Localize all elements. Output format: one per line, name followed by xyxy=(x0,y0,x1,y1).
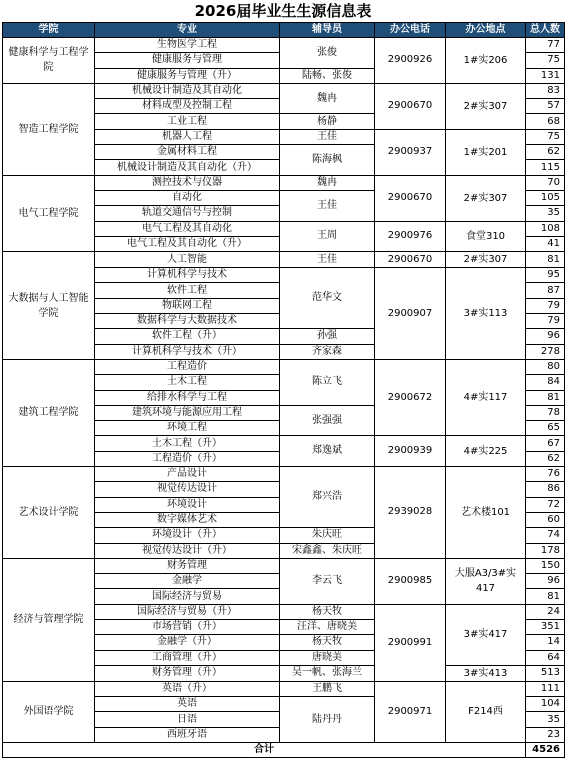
student-count: 24 xyxy=(526,604,565,619)
page-title: 2026届毕业生生源信息表 xyxy=(194,2,372,20)
advisor-name: 陈海枫 xyxy=(280,145,375,176)
advisor-name: 杨天牧 xyxy=(280,635,375,650)
major-name: 软件工程 xyxy=(95,283,280,298)
table-row xyxy=(3,467,565,482)
major-name: 计算机科学与技术（升） xyxy=(95,344,280,359)
office-location: 3#实113 xyxy=(446,268,526,360)
student-count: 96 xyxy=(526,574,565,589)
major-name: 视觉传达设计 xyxy=(95,482,280,497)
major-name: 健康服务与管理（升） xyxy=(95,68,280,83)
major-name: 自动化 xyxy=(95,190,280,205)
major-name: 测控技术与仪器 xyxy=(95,175,280,190)
office-phone: 2900985 xyxy=(375,558,446,604)
office-location: 1#实201 xyxy=(446,129,526,175)
office-phone: 2900991 xyxy=(375,604,446,681)
header-total: 总人数 xyxy=(526,23,565,38)
major-name: 环境设计（升） xyxy=(95,528,280,543)
student-count: 83 xyxy=(526,83,565,98)
major-name: 健康服务与管理 xyxy=(95,53,280,68)
student-count: 75 xyxy=(526,53,565,68)
advisor-name: 李云飞 xyxy=(280,558,375,604)
student-count: 96 xyxy=(526,329,565,344)
office-phone: 2900907 xyxy=(375,268,446,360)
office-location: F214西 xyxy=(446,681,526,742)
office-phone: 2900670 xyxy=(375,252,446,268)
student-count: 78 xyxy=(526,405,565,420)
advisor-name: 唐晓美 xyxy=(280,650,375,665)
student-count: 79 xyxy=(526,314,565,329)
office-phone: 2900670 xyxy=(375,175,446,221)
major-name: 市场营销（升） xyxy=(95,619,280,634)
header-major: 专业 xyxy=(95,23,280,38)
student-count: 14 xyxy=(526,635,565,650)
college-name: 建筑工程学院 xyxy=(3,359,95,466)
student-count: 84 xyxy=(526,375,565,390)
student-count: 67 xyxy=(526,436,565,451)
student-count: 75 xyxy=(526,129,565,144)
student-count: 87 xyxy=(526,283,565,298)
table-row xyxy=(3,175,565,190)
office-location: 4#实225 xyxy=(446,436,526,467)
total-row xyxy=(3,743,565,758)
college-name: 经济与管理学院 xyxy=(3,558,95,681)
student-count: 95 xyxy=(526,268,565,283)
major-name: 工商管理（升） xyxy=(95,650,280,665)
advisor-name: 王佳 xyxy=(280,129,375,144)
major-name: 数据科学与大数据技术 xyxy=(95,314,280,329)
major-name: 西班牙语 xyxy=(95,727,280,742)
student-count: 62 xyxy=(526,145,565,160)
major-name: 工业工程 xyxy=(95,114,280,129)
table-row xyxy=(3,681,565,696)
student-count: 41 xyxy=(526,236,565,251)
student-count: 77 xyxy=(526,38,565,53)
major-name: 日语 xyxy=(95,712,280,727)
office-phone: 2900672 xyxy=(375,359,446,435)
major-name: 人工智能 xyxy=(95,252,280,268)
advisor-name: 魏冉 xyxy=(280,83,375,114)
student-count: 70 xyxy=(526,175,565,190)
student-count: 80 xyxy=(526,359,565,374)
table-body xyxy=(3,38,565,743)
advisor-name: 张强强 xyxy=(280,405,375,436)
student-count: 76 xyxy=(526,467,565,482)
student-count: 351 xyxy=(526,619,565,634)
major-name: 金融学 xyxy=(95,574,280,589)
major-name: 财务管理（升） xyxy=(95,665,280,681)
office-phone: 2900937 xyxy=(375,129,446,175)
total-label: 合计 xyxy=(3,743,526,758)
major-name: 物联网工程 xyxy=(95,298,280,313)
grand-total: 4526 xyxy=(526,743,565,758)
header-location: 办公地点 xyxy=(446,23,526,38)
table-row xyxy=(3,252,565,268)
student-count: 79 xyxy=(526,298,565,313)
major-name: 英语（升） xyxy=(95,681,280,696)
student-count: 60 xyxy=(526,512,565,527)
office-location: 2#实307 xyxy=(446,83,526,129)
major-name: 计算机科学与技术 xyxy=(95,268,280,283)
major-name: 土木工程 xyxy=(95,375,280,390)
advisor-name: 孙强 xyxy=(280,329,375,344)
advisor-name: 朱庆旺 xyxy=(280,528,375,543)
office-location: 3#实417 xyxy=(446,604,526,665)
major-name: 金融学（升） xyxy=(95,635,280,650)
student-count: 513 xyxy=(526,665,565,681)
student-count: 105 xyxy=(526,190,565,205)
major-name: 生物医学工程 xyxy=(95,38,280,53)
college-name: 艺术设计学院 xyxy=(3,467,95,559)
office-location: 大服A3/3#实417 xyxy=(446,558,526,604)
advisor-name: 王周 xyxy=(280,221,375,252)
header-row xyxy=(3,23,565,38)
table-header xyxy=(3,23,565,38)
advisor-name: 魏冉 xyxy=(280,175,375,190)
advisor-name: 郑逸斌 xyxy=(280,436,375,467)
header-college: 学院 xyxy=(3,23,95,38)
advisor-name: 陆丹丹 xyxy=(280,697,375,743)
major-name: 建筑环境与能源应用工程 xyxy=(95,405,280,420)
office-phone: 2900971 xyxy=(375,681,446,742)
student-count: 65 xyxy=(526,421,565,436)
major-name: 工程造价（升） xyxy=(95,451,280,466)
student-count: 35 xyxy=(526,712,565,727)
major-name: 英语 xyxy=(95,697,280,712)
college-name: 智造工程学院 xyxy=(3,83,95,175)
office-phone: 2900939 xyxy=(375,436,446,467)
advisor-name: 王鹏飞 xyxy=(280,681,375,696)
major-name: 金属材料工程 xyxy=(95,145,280,160)
office-phone: 2939028 xyxy=(375,467,446,559)
student-count: 111 xyxy=(526,681,565,696)
student-count: 81 xyxy=(526,252,565,268)
student-count: 86 xyxy=(526,482,565,497)
student-count: 23 xyxy=(526,727,565,742)
office-phone: 2900670 xyxy=(375,83,446,129)
major-name: 软件工程（升） xyxy=(95,329,280,344)
table-row xyxy=(3,558,565,573)
student-count: 64 xyxy=(526,650,565,665)
advisor-name: 王佳 xyxy=(280,190,375,221)
student-count: 108 xyxy=(526,221,565,236)
major-name: 国际经济与贸易（升） xyxy=(95,604,280,619)
major-name: 数字媒体艺术 xyxy=(95,512,280,527)
major-name: 机器人工程 xyxy=(95,129,280,144)
advisor-name: 宋鑫鑫、朱庆旺 xyxy=(280,543,375,558)
advisor-name: 郑兴浩 xyxy=(280,467,375,528)
advisor-name: 陈立飞 xyxy=(280,359,375,405)
office-location: 1#实206 xyxy=(446,38,526,84)
office-location: 艺术楼101 xyxy=(446,467,526,559)
header-phone: 办公电话 xyxy=(375,23,446,38)
major-name: 电气工程及其自动化（升） xyxy=(95,236,280,251)
table-footer xyxy=(3,743,565,758)
major-name: 产品设计 xyxy=(95,467,280,482)
table-row xyxy=(3,359,565,374)
advisor-name: 杨静 xyxy=(280,114,375,129)
major-name: 土木工程（升） xyxy=(95,436,280,451)
office-phone: 2900976 xyxy=(375,221,446,252)
student-count: 278 xyxy=(526,344,565,359)
student-count: 74 xyxy=(526,528,565,543)
advisor-name: 王佳 xyxy=(280,252,375,268)
major-name: 国际经济与贸易 xyxy=(95,589,280,604)
student-count: 62 xyxy=(526,451,565,466)
student-count: 115 xyxy=(526,160,565,175)
student-count: 72 xyxy=(526,497,565,512)
college-name: 健康科学与工程学院 xyxy=(3,38,95,84)
major-name: 机械设计制造及其自动化（升） xyxy=(95,160,280,175)
advisor-name: 范华文 xyxy=(280,268,375,329)
office-location: 2#实307 xyxy=(446,252,526,268)
major-name: 财务管理 xyxy=(95,558,280,573)
major-name: 给排水科学与工程 xyxy=(95,390,280,405)
advisor-name: 陆畅、张俊 xyxy=(280,68,375,83)
major-name: 电气工程及其自动化 xyxy=(95,221,280,236)
table-row xyxy=(3,83,565,98)
student-count: 68 xyxy=(526,114,565,129)
office-location: 4#实117 xyxy=(446,359,526,435)
major-name: 工程造价 xyxy=(95,359,280,374)
student-count: 178 xyxy=(526,543,565,558)
office-phone: 2900926 xyxy=(375,38,446,84)
major-name: 视觉传达设计（升） xyxy=(95,543,280,558)
student-count: 131 xyxy=(526,68,565,83)
student-count: 150 xyxy=(526,558,565,573)
student-count: 35 xyxy=(526,206,565,221)
student-count: 57 xyxy=(526,99,565,114)
header-advisor: 辅导员 xyxy=(280,23,375,38)
major-name: 机械设计制造及其自动化 xyxy=(95,83,280,98)
major-name: 材料成型及控制工程 xyxy=(95,99,280,114)
student-info-table xyxy=(2,22,565,758)
office-location: 食堂310 xyxy=(446,221,526,252)
major-name: 环境工程 xyxy=(95,421,280,436)
college-name: 大数据与人工智能学院 xyxy=(3,252,95,360)
office-location: 2#实307 xyxy=(446,175,526,221)
college-name: 外国语学院 xyxy=(3,681,95,742)
major-name: 轨道交通信号与控制 xyxy=(95,206,280,221)
advisor-name: 吴一帆、张海兰 xyxy=(280,665,375,681)
advisor-name: 齐家森 xyxy=(280,344,375,359)
advisor-name: 杨天牧 xyxy=(280,604,375,619)
student-count: 81 xyxy=(526,390,565,405)
student-count: 81 xyxy=(526,589,565,604)
advisor-name: 张俊 xyxy=(280,38,375,69)
college-name: 电气工程学院 xyxy=(3,175,95,251)
table-row xyxy=(3,38,565,53)
advisor-name: 汪洋、唐晓美 xyxy=(280,619,375,634)
major-name: 环境设计 xyxy=(95,497,280,512)
office-location: 3#实413 xyxy=(446,665,526,681)
student-count: 104 xyxy=(526,697,565,712)
